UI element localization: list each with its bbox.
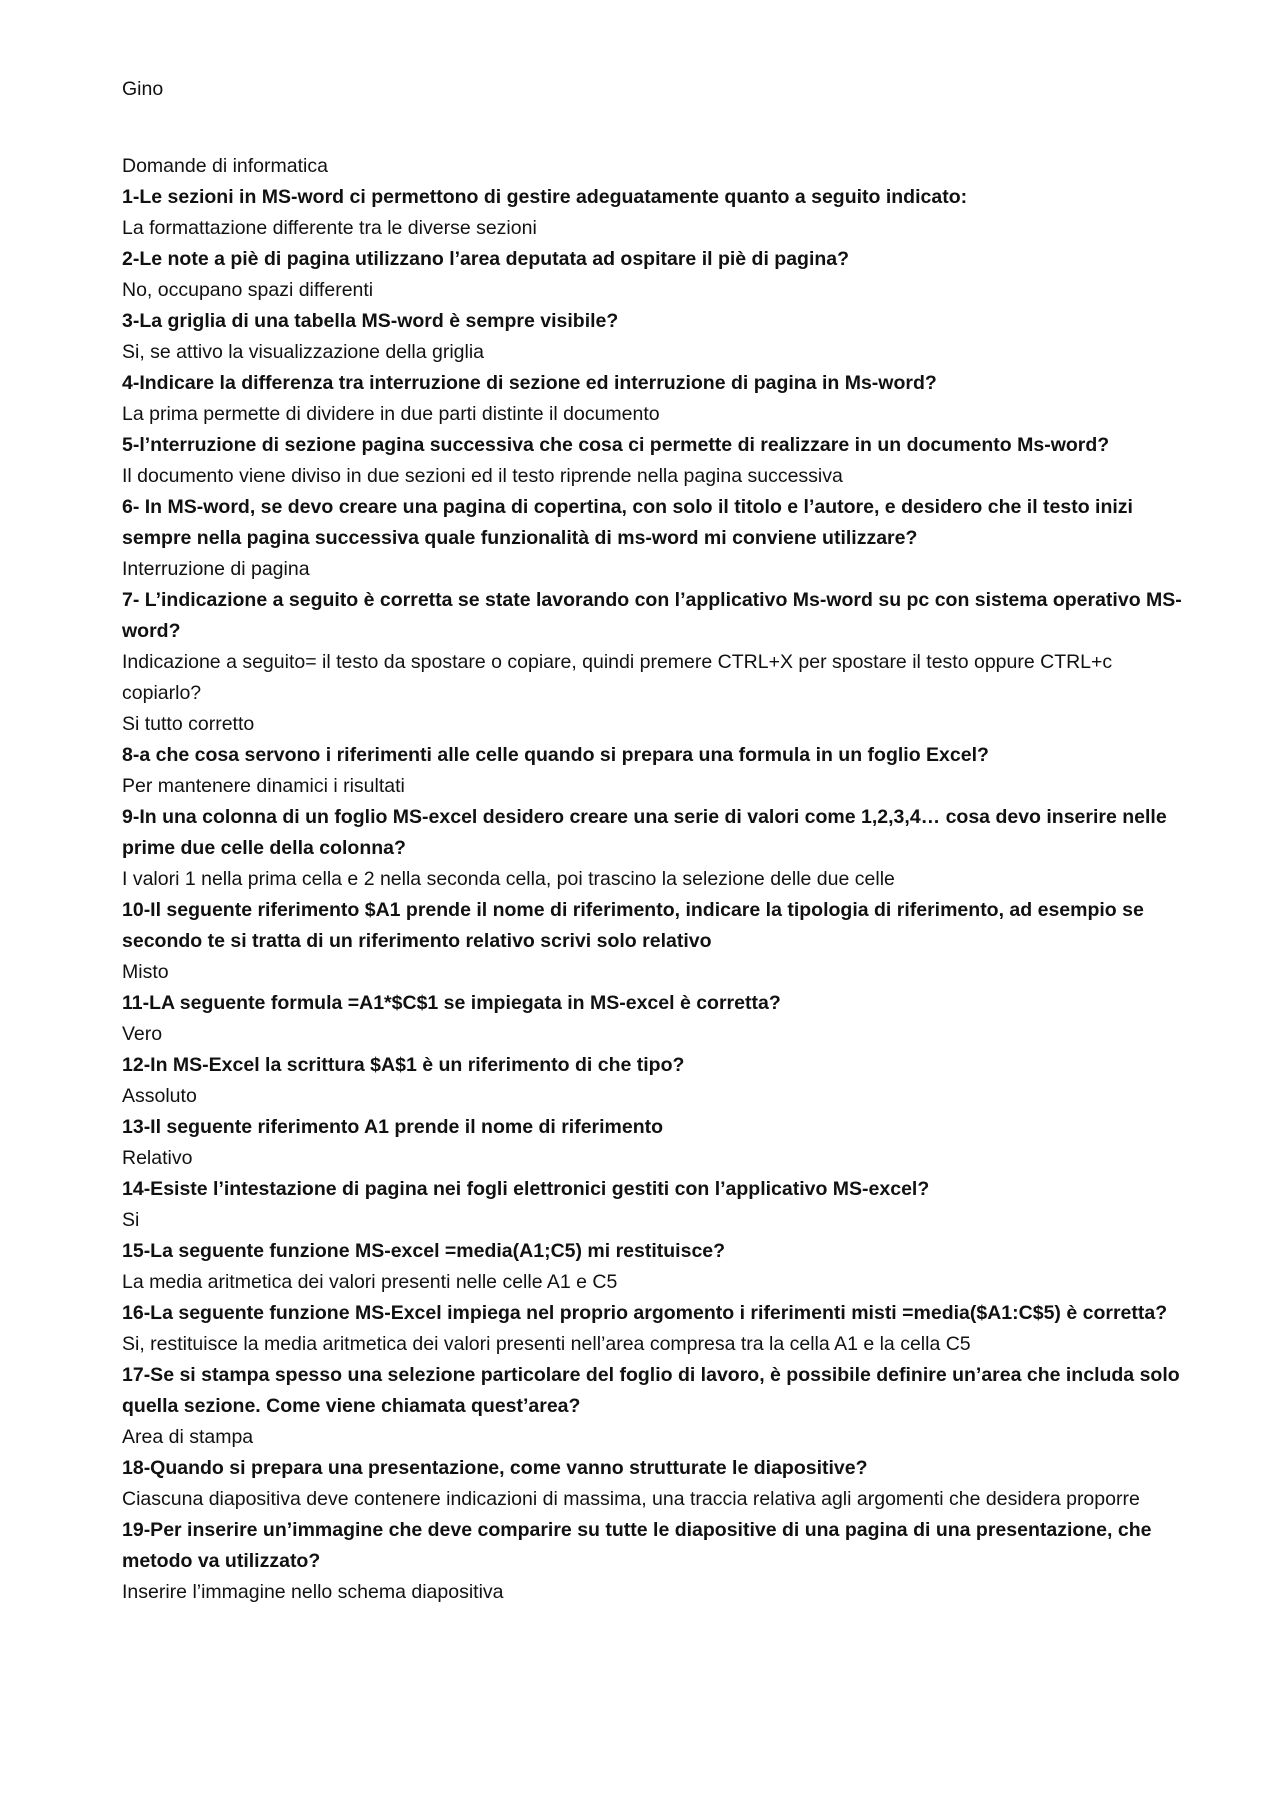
question: 5-l’nterruzione di sezione pagina successiva che cosa ci permette di realizzare in un documento Ms-word? [122, 434, 1110, 456]
question: 9-In una colonna di un foglio MS-excel desidero creare una serie di valori come 1,2,3,4… cosa devo inserire nelle prime due celle della colonna? [122, 806, 1167, 859]
qa-item-9 [122, 802, 1182, 895]
answer: La media aritmetica dei valori presenti nelle celle A1 e C5 [122, 1271, 618, 1293]
qa-item-13 [122, 1112, 1182, 1174]
answer: Area di stampa [122, 1426, 254, 1448]
qa-item-18 [122, 1453, 1182, 1515]
answer: La prima permette di dividere in due parti distinte il documento [122, 403, 660, 425]
answer: Relativo [122, 1147, 193, 1169]
qa-item-17 [122, 1360, 1182, 1453]
question: 3-La griglia di una tabella MS-word è sempre visibile? [122, 310, 619, 332]
question: 10-Il seguente riferimento $A1 prende il nome di riferimento, indicare la tipologia di riferimento, ad esempio se secondo te si tratta di un riferimento relativo scrivi solo relativo [122, 899, 1144, 952]
question: 15-La seguente funzione MS-excel =media(A1;C5) mi restituisce? [122, 1240, 726, 1262]
answer: Si, se attivo la visualizzazione della griglia [122, 341, 485, 363]
answer-followup: Si tutto corretto [122, 713, 255, 735]
qa-item-3 [122, 306, 1182, 368]
answer: No, occupano spazi differenti [122, 279, 374, 301]
question: 13-Il seguente riferimento A1 prende il nome di riferimento [122, 1116, 664, 1138]
qa-item-15 [122, 1236, 1182, 1298]
question: 4-Indicare la differenza tra interruzione di sezione ed interruzione di pagina in Ms-word? [122, 372, 937, 394]
question: 16-La seguente funzione MS-Excel impiega nel proprio argomento i riferimenti misti =media($A1:C$5) è corretta? [122, 1302, 1168, 1324]
question: 8-a che cosa servono i riferimenti alle celle quando si prepara una formula in un foglio Excel? [122, 744, 989, 766]
answer: Il documento viene diviso in due sezioni ed il testo riprende nella pagina successiva [122, 465, 843, 487]
answer: Interruzione di pagina [122, 558, 310, 580]
question-list [122, 182, 1182, 1608]
question: 17-Se si stampa spesso una selezione particolare del foglio di lavoro, è possibile definire un’area che includa solo quella sezione. Come viene chiamata quest’area? [122, 1364, 1180, 1417]
qa-item-12 [122, 1050, 1182, 1112]
question: 1-Le sezioni in MS-word ci permettono di gestire adeguatamente quanto a seguito indicato: [122, 186, 968, 208]
qa-item-8 [122, 740, 1182, 802]
author-name: Gino [122, 78, 164, 100]
qa-item-19 [122, 1515, 1182, 1608]
qa-item-2 [122, 244, 1182, 306]
qa-item-14 [122, 1174, 1182, 1236]
answer: I valori 1 nella prima cella e 2 nella seconda cella, poi trascino la selezione delle due celle [122, 868, 895, 890]
question: 2-Le note a piè di pagina utilizzano l’area deputata ad ospitare il piè di pagina? [122, 248, 850, 270]
answer: Si [122, 1209, 140, 1231]
qa-item-6 [122, 492, 1182, 585]
answer: Indicazione a seguito= il testo da spostare o copiare, quindi premere CTRL+X per spostare il testo oppure CTRL+c copiarlo? [122, 651, 1113, 704]
answer: Ciascuna diapositiva deve contenere indicazioni di massima, una traccia relativa agli argomenti che desidera proporre [122, 1488, 1140, 1510]
qa-item-4 [122, 368, 1182, 430]
qa-item-16 [122, 1298, 1182, 1360]
answer: Si, restituisce la media aritmetica dei valori presenti nell’area compresa tra la cella A1 e la cella C5 [122, 1333, 971, 1355]
qa-item-7 [122, 585, 1182, 740]
question: 6- In MS-word, se devo creare una pagina di copertina, con solo il titolo e l’autore, e desidero che il testo inizi sempre nella pagina successiva quale funzionalità di ms-word mi conviene utilizzare? [122, 496, 1133, 549]
qa-item-11 [122, 988, 1182, 1050]
document-page [122, 74, 1182, 1608]
answer: Vero [122, 1023, 163, 1045]
answer: Misto [122, 961, 169, 983]
document-heading: Domande di informatica [122, 155, 328, 177]
answer: Per mantenere dinamici i risultati [122, 775, 405, 797]
question: 14-Esiste l’intestazione di pagina nei fogli elettronici gestiti con l’applicativo MS-excel? [122, 1178, 930, 1200]
question: 19-Per inserire un’immagine che deve comparire su tutte le diapositive di una pagina di una presentazione, che metodo va utilizzato? [122, 1519, 1152, 1572]
question: 11-LA seguente formula =A1*$C$1 se impiegata in MS-excel è corretta? [122, 992, 781, 1014]
question: 7- L’indicazione a seguito è corretta se state lavorando con l’applicativo Ms-word su pc con sistema operativo MS-word? [122, 589, 1182, 642]
qa-item-5 [122, 430, 1182, 492]
question: 18-Quando si prepara una presentazione, come vanno strutturate le diapositive? [122, 1457, 868, 1479]
answer: Inserire l’immagine nello schema diapositiva [122, 1581, 504, 1603]
qa-item-10 [122, 895, 1182, 988]
answer: Assoluto [122, 1085, 197, 1107]
qa-item-1 [122, 182, 1182, 244]
answer: La formattazione differente tra le diverse sezioni [122, 217, 537, 239]
question: 12-In MS-Excel la scrittura $A$1 è un riferimento di che tipo? [122, 1054, 685, 1076]
